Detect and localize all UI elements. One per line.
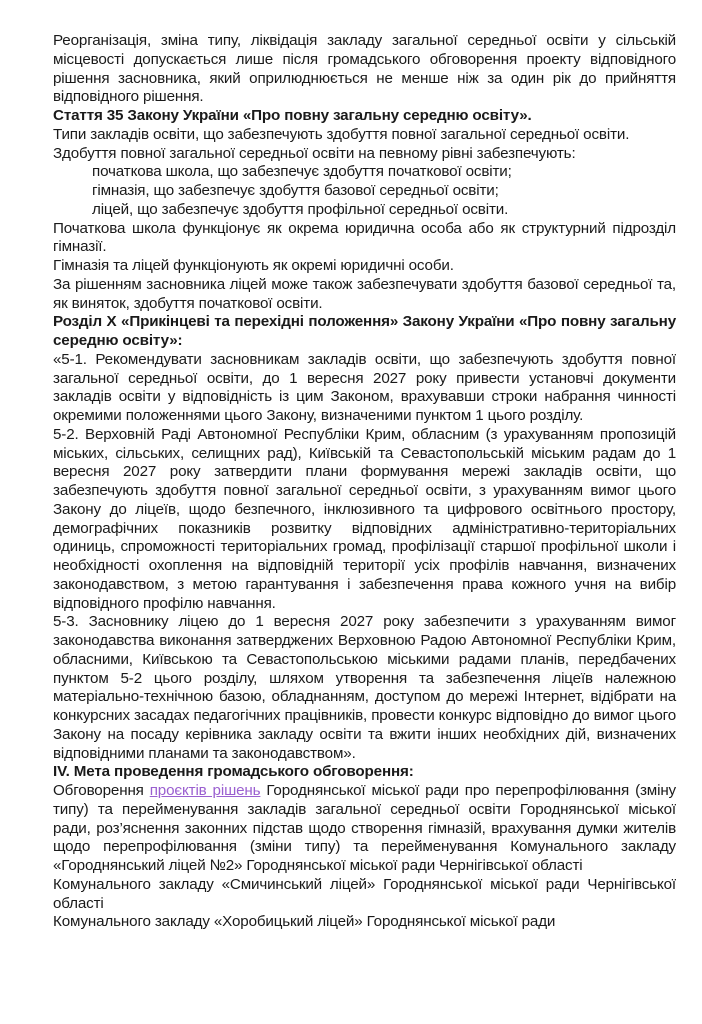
paragraph-discussion-goal (53, 782, 676, 876)
heading-article-35: Стаття 35 Закону України «Про повну загальну середню освіту». (53, 107, 532, 124)
list-item-lyceum: ліцей, що забезпечує здобуття профільної середньої освіти. (92, 200, 509, 218)
paragraph-institution-types: Типи закладів освіти, що забезпечують здобуття повної загальної середньої освіти. (53, 125, 630, 143)
paragraph-founder-decision: За рішенням засновника ліцей може також забезпечувати здобуття базової середньої та, як виняток, здобуття початкової освіти. (53, 275, 676, 312)
list-item-gymnasium: гімназія, що забезпечує здобуття базової середньої освіти; (92, 182, 499, 199)
document-page (53, 32, 676, 932)
heading-section-x: Розділ X «Прикінцеві та перехідні положення» Закону України «Про повну загальну середню освіту»: (53, 313, 676, 349)
list-item-primary-school: початкова школа, що забезпечує здобуття початкової освіти; (92, 163, 512, 181)
paragraph-smychyn-lyceum: Комунального закладу «Смичинський ліцей» Городнянської міської ради Чернігівської області (53, 875, 676, 912)
heading-discussion-goal: IV. Мета проведення громадського обговорення: (53, 763, 414, 781)
paragraph-gymnasium-lyceum-status: Гімназія та ліцей функціонують як окремі юридичні особи. (53, 257, 454, 274)
paragraph-primary-school-status: Початкова школа функціонує як окрема юридична особа або як структурний підрозділ гімназії. (53, 219, 676, 256)
goal-text-rest: Городнянської міської ради про перепрофілювання (зміну типу) та перейменування закладів загальної середньої освіти Городнянської міської ради, роз’яснення законних підстав щодо створення гімназій, врахування думки жителів щодо перепрофілювання (зміни типу) та перейменування Комунального закладу «Городнянський ліцей №2» Городнянської міської ради Чернігівської області (53, 782, 676, 874)
paragraph-5-3: 5-3. Засновнику ліцею до 1 вересня 2027 року забезпечити з урахуванням вимог законодавства виконання затверджених Верховною Радою Автономної Республіки Крим, обласними, Київською та Севастопольською міськими радами планів, передбачених пунктом 5-2 цього розділу, шляхом утворення та забезпечення ліцеїв належною матеріально-технічною базою, обладнанням, доступом до мережі Інтернет, відібрати на конкурсних засадах педагогічних працівників, провести конкурс відповідно до вимог цього Закону на посаду керівника закладу освіти та вжити інших необхідних дій, визначених відповідними планами та законодавством». (53, 613, 676, 762)
paragraph-5-1: «5-1. Рекомендувати засновникам закладів освіти, що забезпечують здобуття повної загальної середньої освіти, до 1 вересня 2027 року привести установчі документи закладів освіти у відповідність із цим Законом, врахувавши строки набрання чинності окремими положеннями цього Закону, визначеними пунктом 1 цього розділу. (53, 350, 676, 424)
paragraph-rural-reorganization: Реорганізація, зміна типу, ліквідація закладу загальної середньої освіти у сільській місцевості допускається лише після громадського обговорення проекту відповідного рішення засновника, який оприлюднюється не менше ніж за один рік до прийняття відповідного рішення. (53, 32, 676, 106)
goal-text-start: Обговорення (53, 782, 150, 799)
paragraph-levels: Здобуття повної загальної середньої освіти на певному рівні забезпечують: (53, 144, 576, 162)
paragraph-5-2: 5-2. Верховній Раді Автономної Республіки Крим, обласним (з урахуванням пропозицій міських, сільських, селищних рад), Київській та Севастопольській міським радам до 1 вересня 2027 року затвердити плани формування мережі закладів освіти, що забезпечують здобуття повної загальної середньої освіти, з урахуванням вимог цього Закону до ліцеїв, щодо безпечного, інклюзивного та цифрового освітнього простору, демографічних показників розвитку відповідних адміністративно-територіальних одиниць, спроможності територіальних громад, профілізації старшої профільної школи і необхідності охоплення на відповідній території усіх профілів навчання, визначених законодавством, з метою гарантування і забезпечення права кожного учня на вибір відповідного профілю навчання. (53, 425, 676, 612)
draft-decisions-link[interactable]: проєктів рішень (149, 782, 261, 799)
paragraph-khorobychi-lyceum: Комунального закладу «Хоробицький ліцей» Городнянської міської ради (53, 913, 556, 931)
